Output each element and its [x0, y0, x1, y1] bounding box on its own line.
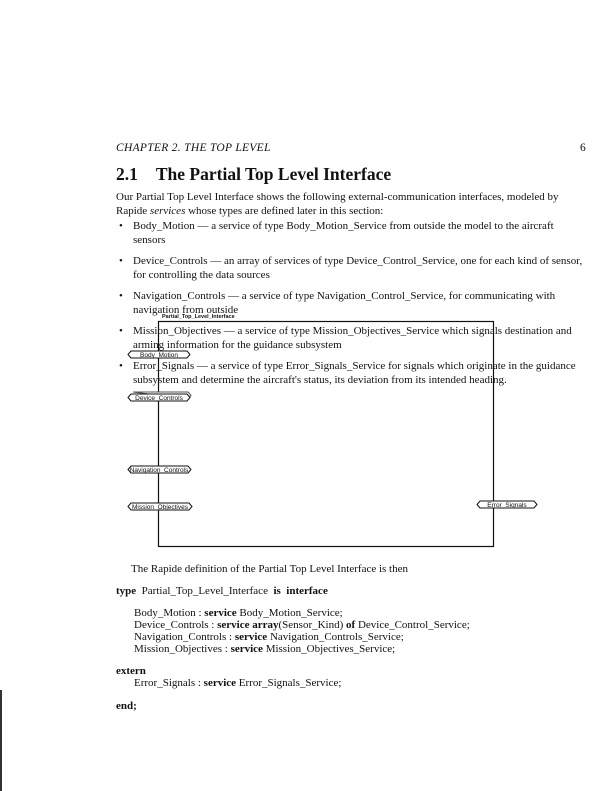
port-navigation-controls: [128, 466, 191, 474]
list-item: • Navigation_Controls — a service of type Navigation_Control_Service, for communicating with navigation from outside: [116, 290, 586, 317]
list-item: • Device_Controls — an array of services of type Device_Control_Service, one for each kind of sensor, for controlling the data sources: [116, 255, 586, 282]
port-device-controls: [128, 392, 191, 402]
svg-text:Error_Signals: Error_Signals: [487, 502, 527, 509]
section-heading: 2.1 The Partial Top Level Interface: [116, 164, 392, 184]
svg-text:Body_Motion: Body_Motion: [140, 352, 178, 359]
intro-paragraph: Our Partial Top Level Interface shows the following external-communication interfaces, modeled by Rapide services whose types are defined later in this section:: [116, 191, 559, 217]
svg-text:Device_Controls: Device_Controls: [135, 395, 183, 402]
running-header: CHAPTER 2. THE TOP LEVEL: [116, 142, 271, 154]
port-error-signals: [477, 501, 537, 509]
scan-edge: [0, 690, 2, 791]
code-line: Navigation_Controls : service Navigation_Controls_Service;: [134, 631, 404, 643]
code-extern: extern: [116, 665, 146, 677]
svg-text:Navigation_Controls: Navigation_Controls: [129, 467, 189, 474]
interface-diagram: [110, 310, 560, 550]
port-body-motion: [128, 351, 190, 359]
diagram-title: Partial_Top_Level_Interface: [162, 314, 235, 320]
list-item: • Error_Signals — a service of type Error_Signals_Service for signals which originate in the guidance subsystem and determine the aircraft's status, its deviation from its intended heading.: [116, 360, 586, 387]
after-diagram-text: The Rapide definition of the Partial Top Level Interface is then: [131, 563, 408, 575]
code-end: end;: [116, 700, 137, 712]
port-mission-objectives: [128, 503, 192, 511]
interface-box: [159, 322, 494, 547]
code-line: Body_Motion : service Body_Motion_Service;: [134, 607, 343, 619]
page-number: 6: [580, 142, 586, 154]
code-line: Device_Controls : service array(Sensor_Kind) of Device_Control_Service;: [134, 619, 470, 631]
code-line: Mission_Objectives : service Mission_Objectives_Service;: [134, 643, 396, 655]
list-item: • Mission_Objectives — a service of type Mission_Objectives_Service which signals destination and arming information for the guidance subsystem: [116, 325, 586, 352]
svg-text:Mission_Objectives: Mission_Objectives: [132, 504, 188, 511]
code-type-line: type Partial_Top_Level_Interface is interface: [116, 585, 328, 597]
code-line: Error_Signals : service Error_Signals_Service;: [134, 677, 342, 689]
list-item: • Body_Motion — a service of type Body_Motion_Service from outside the model to the aircraft sensors: [116, 220, 586, 247]
